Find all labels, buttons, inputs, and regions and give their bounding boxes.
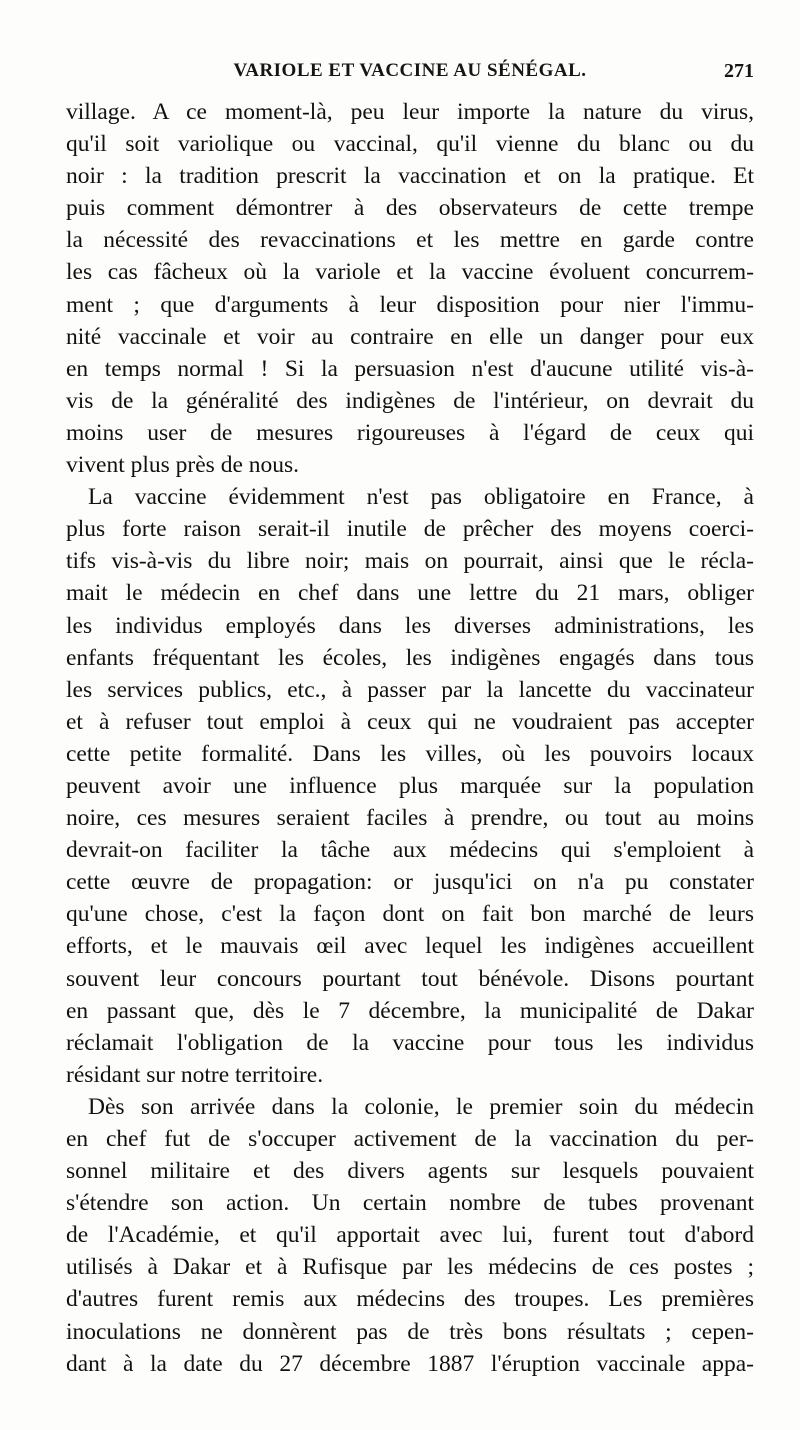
text-line: noire, ces mesures seraient faciles à prendre, ou tout au moins xyxy=(66,805,754,832)
text-line: qu'une chose, c'est la façon dont on fait bon marché de leurs xyxy=(66,901,754,928)
body-text xyxy=(66,96,754,1380)
text-line: d'autres furent remis aux médecins des troupes. Les premières xyxy=(66,1286,754,1313)
text-line: plus forte raison serait-il inutile de prêcher des moyens coerci- xyxy=(66,516,754,543)
text-line: tifs vis-à-vis du libre noir; mais on pourrait, ainsi que le récla- xyxy=(66,548,754,575)
running-title: VARIOLE ET VACCINE AU SÉNÉGAL. xyxy=(233,60,587,81)
text-line: résidant sur notre territoire. xyxy=(66,1061,324,1088)
text-line: en chef fut de s'occuper activement de la vaccination du per- xyxy=(66,1126,754,1152)
text-line: qu'il soit variolique ou vaccinal, qu'il vienne du blanc ou du xyxy=(66,131,754,158)
text-line: enfants fréquentant les écoles, les indigènes engagés dans tous xyxy=(66,644,754,671)
text-line: cette petite formalité. Dans les villes, où les pouvoirs locaux xyxy=(66,740,754,767)
text-line: village. A ce moment-là, peu leur importe la nature du virus, xyxy=(66,99,754,125)
text-line: souvent leur concours pourtant tout bénévole. Disons pourtant xyxy=(66,965,754,992)
text-line: La vaccine évidemment n'est pas obligatoire en France, à xyxy=(88,484,754,511)
text-line: devrait-on faciliter la tâche aux médecins qui s'emploient à xyxy=(66,837,754,864)
text-line: les cas fâcheux où la variole et la vaccine évoluent concurrem- xyxy=(66,259,754,286)
text-line: en passant que, dès le 7 décembre, la municipalité de Dakar xyxy=(66,997,754,1024)
text-line: de l'Académie, et qu'il apportait avec lui, furent tout d'abord xyxy=(66,1222,754,1249)
text-line: inoculations ne donnèrent pas de très bons résultats ; cepen- xyxy=(66,1318,754,1345)
text-line: peuvent avoir une influence plus marquée sur la population xyxy=(66,772,754,799)
text-line: et à refuser tout emploi à ceux qui ne voudraient pas accepter xyxy=(66,708,754,735)
text-line: utilisés à Dakar et à Rufisque par les médecins de ces postes ; xyxy=(66,1254,754,1281)
text-line: puis comment démontrer à des observateurs de cette trempe xyxy=(66,195,754,222)
text-line: efforts, et le mauvais œil avec lequel les indigènes accueillent xyxy=(66,933,754,960)
running-header xyxy=(66,60,754,90)
text-line: la nécessité des revaccinations et les mettre en garde contre xyxy=(66,227,754,254)
text-line: moins user de mesures rigoureuses à l'égard de ceux qui xyxy=(66,419,754,446)
text-line: les services publics, etc., à passer par la lancette du vaccinateur xyxy=(66,676,754,703)
text-line: réclamait l'obligation de la vaccine pour tous les individus xyxy=(66,1029,754,1056)
text-line: vivent plus près de nous. xyxy=(66,452,300,479)
text-line: noir : la tradition prescrit la vaccination et on la pratique. Et xyxy=(66,163,754,190)
text-line: Dès son arrivée dans la colonie, le premier soin du médecin xyxy=(88,1093,754,1120)
text-line: cette œuvre de propagation: or jusqu'ici on n'a pu constater xyxy=(66,869,754,896)
text-line: ment ; que d'arguments à leur disposition pour nier l'immu- xyxy=(66,291,754,318)
page-number: 271 xyxy=(724,60,754,82)
text-line: les individus employés dans les diverses administrations, les xyxy=(66,612,754,639)
text-line: dant à la date du 27 décembre 1887 l'éruption vaccinale appa- xyxy=(66,1350,754,1377)
text-line: en temps normal ! Si la persuasion n'est d'aucune utilité vis-à- xyxy=(66,355,754,382)
text-line: s'étendre son action. Un certain nombre de tubes provenant xyxy=(66,1190,754,1217)
text-line: vis de la généralité des indigènes de l'intérieur, on devrait du xyxy=(66,387,754,414)
text-line: sonnel militaire et des divers agents sur lesquels pouvaient xyxy=(66,1158,754,1185)
text-line: nité vaccinale et voir au contraire en elle un danger pour eux xyxy=(66,323,754,350)
text-line: mait le médecin en chef dans une lettre du 21 mars, obliger xyxy=(66,580,754,607)
